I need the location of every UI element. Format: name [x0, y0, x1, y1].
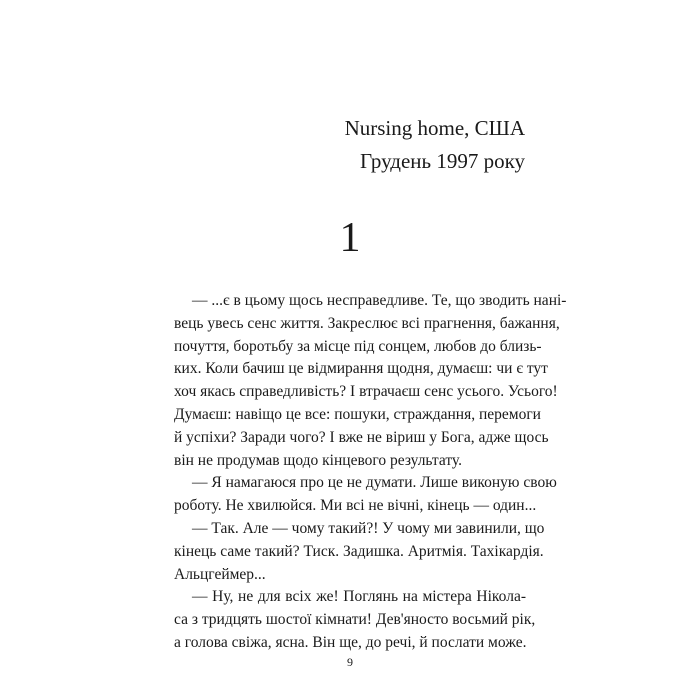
text-line: — ...є в цьому щось несправедливе. Те, що зводить нані- [192, 292, 567, 309]
heading-date: Грудень 1997 року [360, 149, 525, 173]
text-line: роботу. Не хвилюйся. Ми всі не вічні, кінець — один... [174, 497, 537, 515]
text-line: Альцгеймер... [174, 565, 266, 583]
text-line: вець увесь сенс життя. Закреслює всі прагнення, бажання, [174, 314, 560, 332]
text-line: а голова свіжа, ясна. Він ще, до речі, й послати може. [174, 633, 527, 651]
text-line: й успіхи? Заради чого? І вже не віриш у Бога, адже щось [174, 428, 549, 446]
text-line: почуття, боротьбу за місце під сонцем, любов до близь- [174, 337, 542, 355]
text-line: ких. Коли бачиш це відмирання щодня, думаєш: чи є тут [174, 360, 548, 378]
text-line: хоч якась справедливість? І втрачаєш сенс усього. Усього! [174, 383, 558, 401]
text-line: кінець саме такий? Тиск. Задишка. Аритмія. Тахікардія. [174, 542, 544, 560]
chapter-heading [345, 112, 525, 178]
text-line: — Так. Але — чому такий?! У чому ми завинили, що [192, 519, 545, 537]
text-line: він не продумав щодо кінцевого результату. [174, 451, 462, 469]
heading-location: Nursing home, США [344, 116, 525, 140]
chapter-number: 1 [339, 215, 361, 261]
body-text [174, 290, 567, 655]
text-line: — Ну, не для всіх же! Поглянь на містера Ніколa- [192, 588, 526, 606]
page-number: 9 [347, 655, 353, 669]
text-line: Думаєш: навіщо це все: пошуки, страждання, перемоги [174, 405, 541, 423]
text-line: са з тридцять шостої кімнати! Дев'яносто восьмий рік, [174, 611, 536, 629]
text-line: — Я намагаюся про це не думати. Лише виконую свою [192, 474, 557, 492]
